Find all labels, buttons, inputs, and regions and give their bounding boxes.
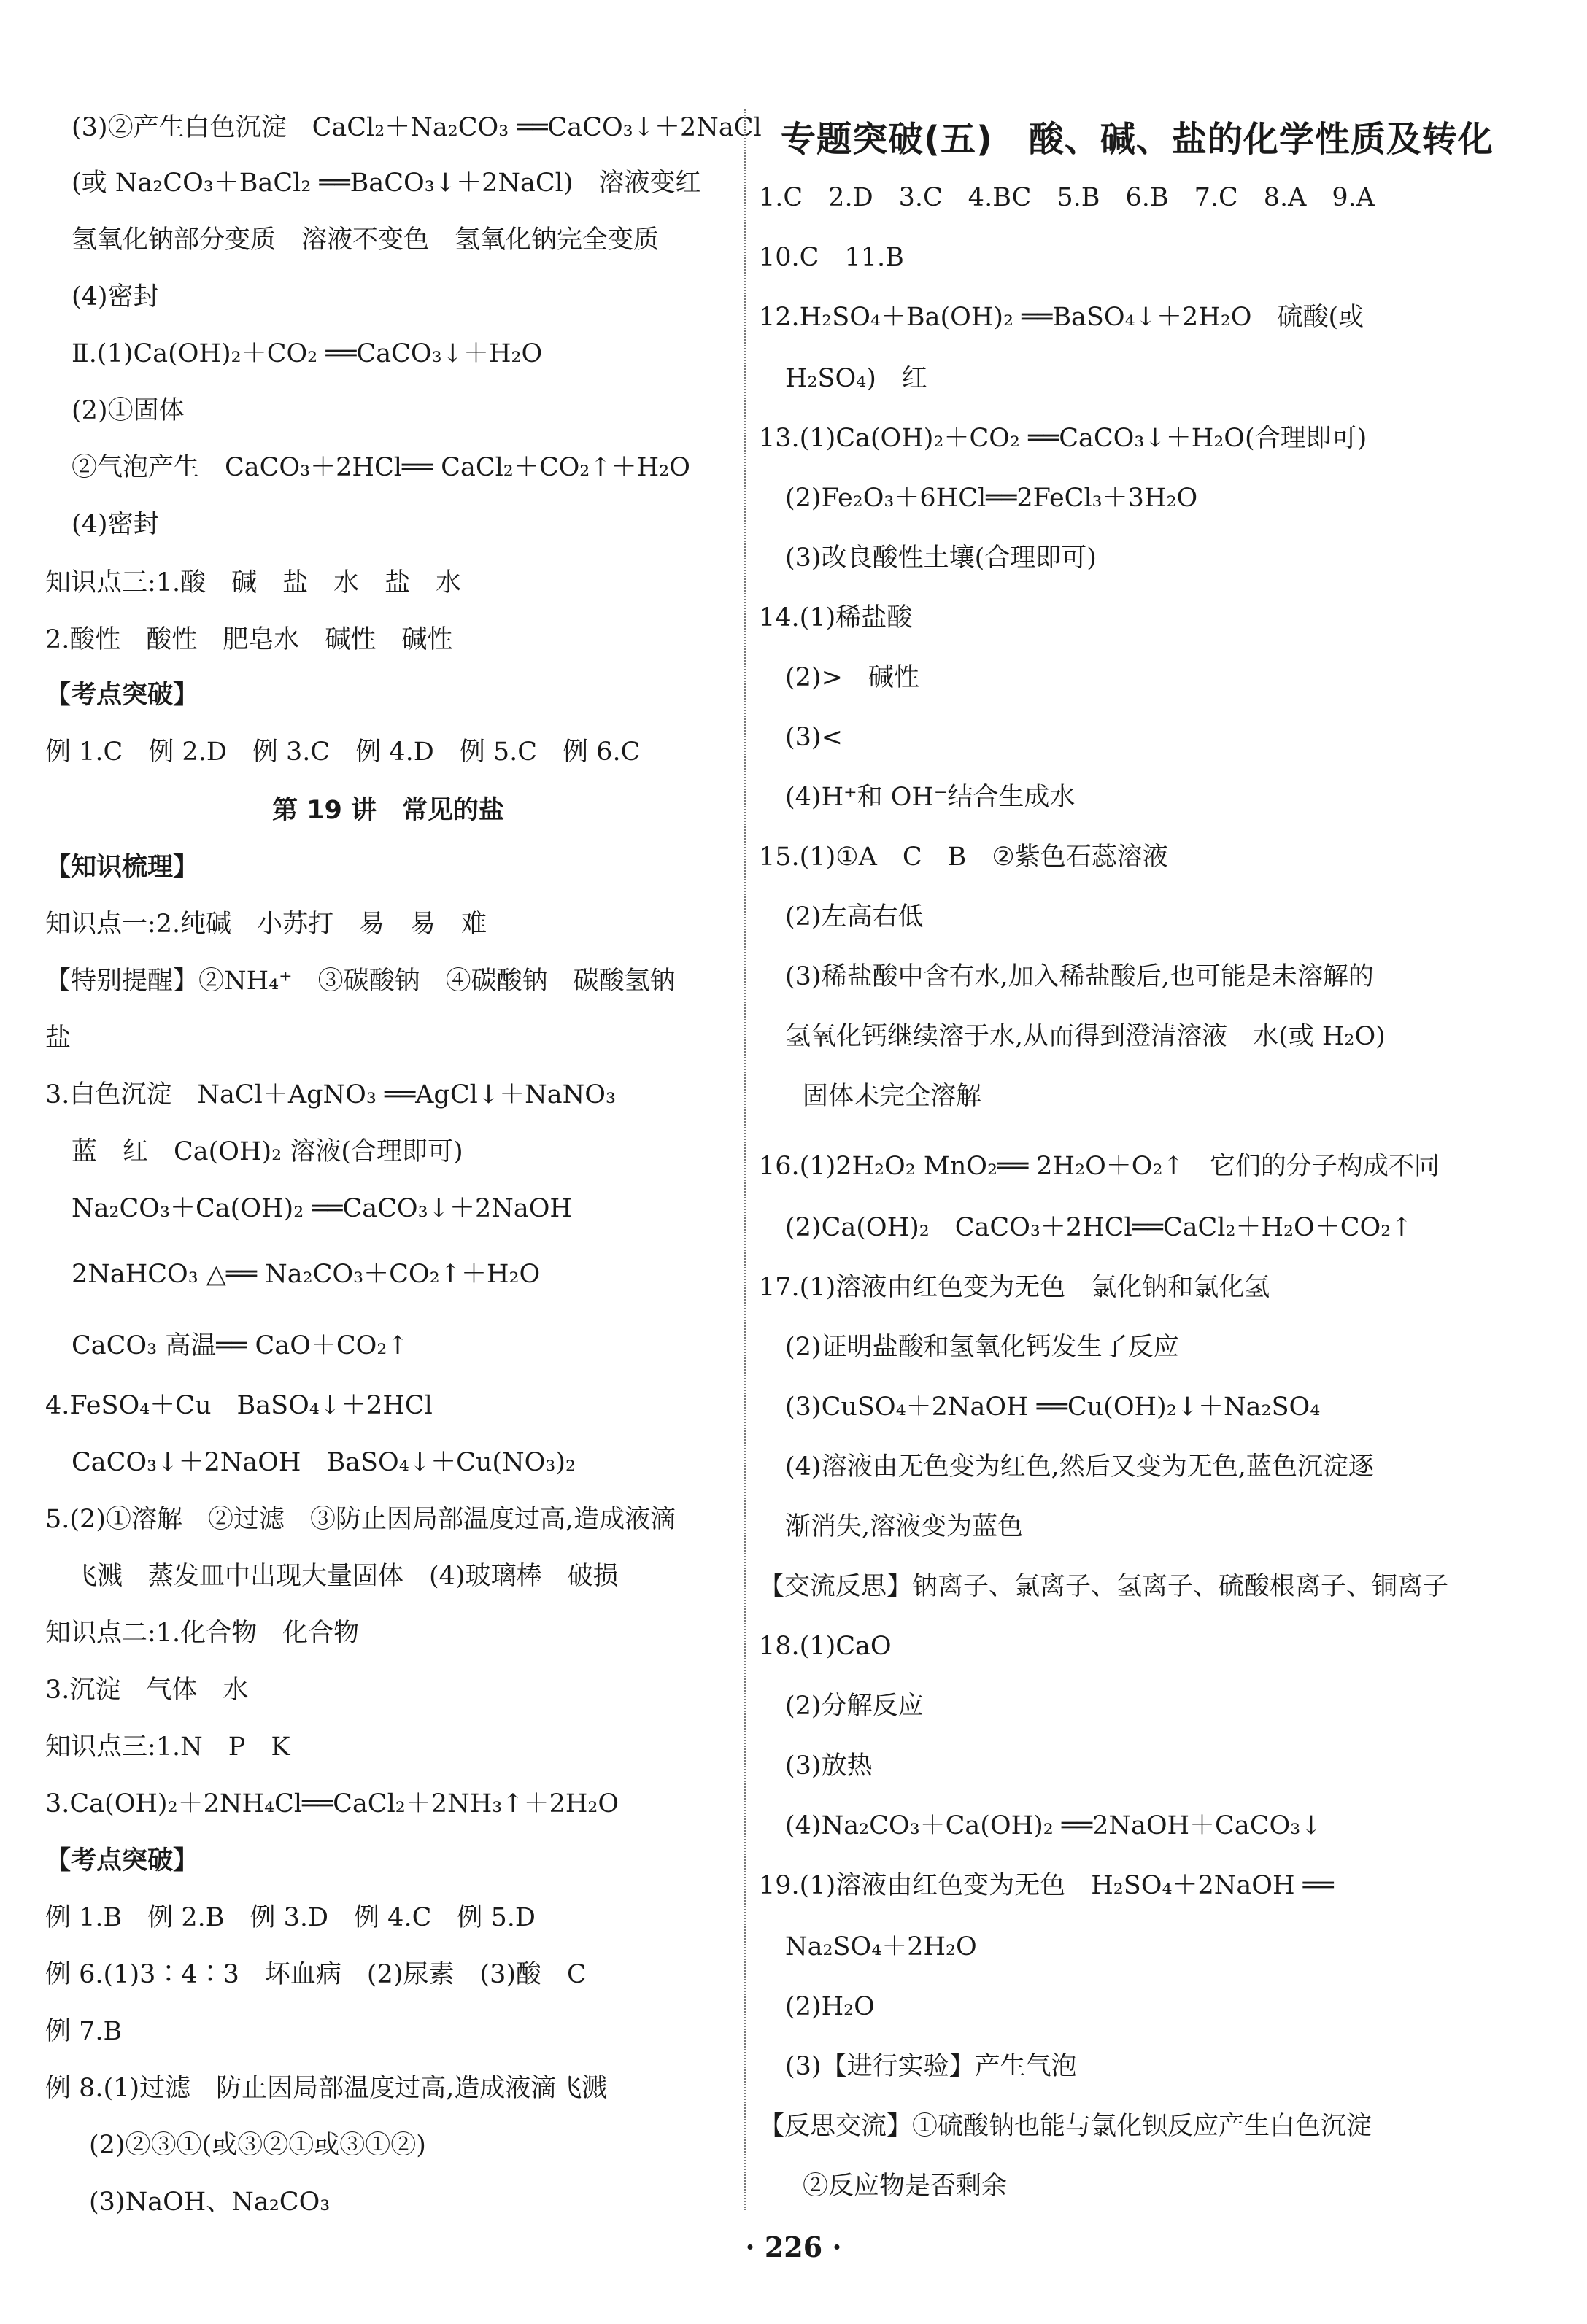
section-label: 【考点突破】 — [45, 1846, 199, 1875]
answer-line: (4)密封 — [72, 282, 159, 311]
answer-line: (3)CuSO₄＋2NaOH ══Cu(OH)₂↓＋Na₂SO₄ — [785, 1393, 1321, 1422]
answer-line: 4.FeSO₄＋Cu BaSO₄↓＋2HCl — [45, 1391, 433, 1420]
answer-line: (2)H₂O — [785, 1992, 875, 2021]
answer-line: 2.酸性 酸性 肥皂水 碱性 碱性 — [45, 625, 453, 654]
answer-line: (3)放热 — [785, 1751, 873, 1781]
answer-line: 例 1.B 例 2.B 例 3.D 例 4.C 例 5.D — [45, 1903, 536, 1932]
answer-line: (2)> 碱性 — [785, 663, 919, 692]
answer-line: 10.C 11.B — [759, 243, 904, 272]
section-label: 【考点突破】 — [45, 681, 199, 710]
answer-line: 14.(1)稀盐酸 — [759, 603, 913, 632]
answer-line: 15.(1)①A C B ②紫色石蕊溶液 — [759, 843, 1168, 872]
answer-line: 19.(1)溶液由红色变为无色 H₂SO₄＋2NaOH ══ — [759, 1871, 1334, 1900]
answer-line: 例 1.C 例 2.D 例 3.C 例 4.D 例 5.C 例 6.C — [45, 737, 641, 767]
answer-line: 3.Ca(OH)₂＋2NH₄Cl══CaCl₂＋2NH₃↑＋2H₂O — [45, 1789, 619, 1818]
answer-line: CaCO₃ 高温══ CaO＋CO₂↑ — [72, 1331, 409, 1360]
answer-line: 渐消失,溶液变为蓝色 — [785, 1512, 1024, 1541]
answer-line: 飞溅 蒸发皿中出现大量固体 (4)玻璃棒 破损 — [72, 1562, 619, 1591]
answer-line: 盐 — [45, 1023, 72, 1053]
answer-line: 蓝 红 Ca(OH)₂ 溶液(合理即可) — [72, 1137, 463, 1166]
answer-line: 13.(1)Ca(OH)₂＋CO₂ ══CaCO₃↓＋H₂O(合理即可) — [759, 424, 1367, 453]
answer-line: CaCO₃↓＋2NaOH BaSO₄↓＋Cu(NO₃)₂ — [72, 1448, 576, 1477]
answer-line: 氢氧化钙继续溶于水,从而得到澄清溶液 水(或 H₂O) — [785, 1022, 1386, 1051]
knowledge-point-line: 知识点一:2.纯碱 小苏打 易 易 难 — [45, 910, 487, 939]
answer-line: (3)稀盐酸中含有水,加入稀盐酸后,也可能是未溶解的 — [785, 962, 1374, 991]
answer-line: (4)H⁺和 OH⁻结合生成水 — [785, 783, 1076, 812]
section-label: 【知识梳理】 — [45, 853, 199, 882]
knowledge-point-line: 知识点三:1.N P K — [45, 1732, 290, 1762]
answer-line: 固体未完全溶解 — [803, 1082, 982, 1111]
column-divider — [744, 109, 746, 2210]
page-number: · 226 · — [745, 2231, 842, 2263]
answer-line: (2)①固体 — [72, 396, 185, 425]
answer-line: (或 Na₂CO₃＋BaCl₂ ══BaCO₃↓＋2NaCl) 溶液变红 — [72, 169, 701, 198]
answer-line: (3)NaOH、Na₂CO₃ — [89, 2188, 331, 2217]
answer-line: (4)密封 — [72, 510, 159, 539]
answer-line: (3)改良酸性土壤(合理即可) — [785, 543, 1097, 573]
answer-line: H₂SO₄) 红 — [785, 364, 927, 393]
answer-line: 3.白色沉淀 NaCl＋AgNO₃ ══AgCl↓＋NaNO₃ — [45, 1080, 616, 1109]
answer-line: 【交流反思】钠离子、氯离子、氢离子、硫酸根离子、铜离子 — [759, 1572, 1449, 1601]
answer-line: (2)Fe₂O₃＋6HCl══2FeCl₃＋3H₂O — [785, 484, 1198, 513]
answer-line: 氢氧化钠部分变质 溶液不变色 氢氧化钠完全变质 — [72, 225, 660, 255]
answer-line: 例 6.(1)3∶4∶3 坏血病 (2)尿素 (3)酸 C — [45, 1960, 587, 1989]
answer-line: (4)Na₂CO₃＋Ca(OH)₂ ══2NaOH＋CaCO₃↓ — [785, 1811, 1322, 1840]
answer-line: Ⅱ.(1)Ca(OH)₂＋CO₂ ══CaCO₃↓＋H₂O — [72, 339, 543, 368]
knowledge-point-line: 知识点二:1.化合物 化合物 — [45, 1619, 360, 1648]
answer-line: (3)【进行实验】产生气泡 — [785, 2052, 1077, 2081]
topic-heading: 专题突破(五) 酸、碱、盐的化学性质及转化 — [781, 119, 1494, 160]
answer-line: ②气泡产生 CaCO₃＋2HCl══ CaCl₂＋CO₂↑＋H₂O — [72, 453, 690, 482]
answer-line: 2NaHCO₃ △══ Na₂CO₃＋CO₂↑＋H₂O — [72, 1260, 541, 1289]
lecture-title: 第 19 讲 常见的盐 — [271, 796, 505, 825]
answer-line: 例 8.(1)过滤 防止因局部温度过高,造成液滴飞溅 — [45, 2074, 608, 2103]
answer-line: Na₂CO₃＋Ca(OH)₂ ══CaCO₃↓＋2NaOH — [72, 1194, 572, 1223]
answer-line: (4)溶液由无色变为红色,然后又变为无色,蓝色沉淀逐 — [785, 1452, 1374, 1481]
answer-line: 12.H₂SO₄＋Ba(OH)₂ ══BaSO₄↓＋2H₂O 硫酸(或 — [759, 303, 1364, 332]
answer-line: 【反思交流】①硫酸钠也能与氯化钡反应产生白色沉淀 — [759, 2112, 1372, 2141]
answer-line: 3.沉淀 气体 水 — [45, 1676, 249, 1705]
knowledge-point-line: 知识点三:1.酸 碱 盐 水 盐 水 — [45, 568, 462, 597]
answer-line: (3)< — [785, 723, 843, 752]
answer-line: (3)②产生白色沉淀 CaCl₂＋Na₂CO₃ ══CaCO₃↓＋2NaCl — [72, 113, 762, 142]
answer-line: (2)②③①(或③②①或③①②) — [89, 2131, 426, 2160]
answer-line: 1.C 2.D 3.C 4.BC 5.B 6.B 7.C 8.A 9.A — [759, 183, 1375, 212]
answer-line: 18.(1)CaO — [759, 1632, 892, 1661]
answer-line: Na₂SO₄＋2H₂O — [785, 1932, 977, 1961]
answer-line: 例 7.B — [45, 2017, 123, 2046]
answer-line: 17.(1)溶液由红色变为无色 氯化钠和氯化氢 — [759, 1273, 1270, 1302]
answer-line: 5.(2)①溶解 ②过滤 ③防止因局部温度过高,造成液滴 — [45, 1505, 676, 1534]
answer-line: (2)证明盐酸和氢氧化钙发生了反应 — [785, 1333, 1179, 1362]
answer-line: (2)Ca(OH)₂ CaCO₃＋2HCl══CaCl₂＋H₂O＋CO₂↑ — [785, 1213, 1413, 1242]
answer-line: (2)左高右低 — [785, 902, 924, 931]
answer-line: ②反应物是否剩余 — [803, 2172, 1008, 2201]
answer-line: (2)分解反应 — [785, 1692, 924, 1721]
answer-line: 16.(1)2H₂O₂ MnO₂══ 2H₂O＋O₂↑ 它们的分子构成不同 — [759, 1152, 1440, 1181]
answer-line: 【特别提醒】②NH₄⁺ ③碳酸钠 ④碳酸钠 碳酸氢钠 — [45, 967, 676, 996]
